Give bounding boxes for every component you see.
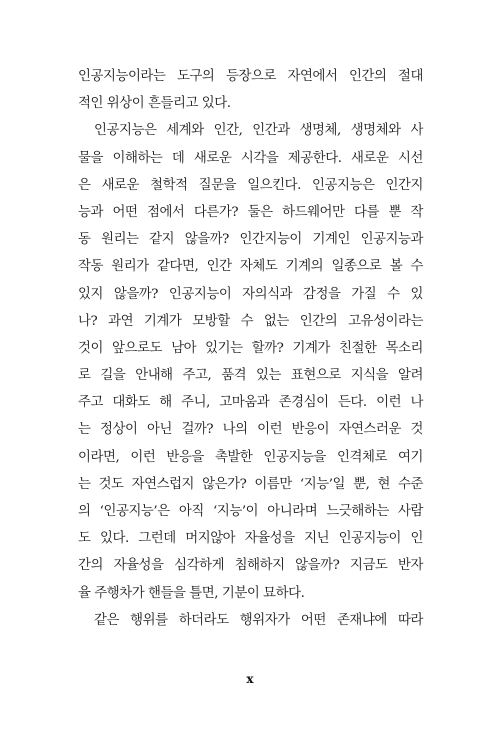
text-line: 로 길을 안내해 주고, 품격 있는 표현으로 지식을 알려 (78, 368, 423, 384)
text-line: 물을 이해하는 데 새로운 시각을 제공한다. 새로운 시선 (78, 150, 423, 166)
text-line: 작동 원리가 같다면, 인간 자체도 기계의 일종으로 볼 수 (78, 259, 423, 275)
body-text (78, 63, 423, 634)
text-line: 주고 대화도 해 주니, 고마움과 존경심이 든다. 이런 나 (78, 395, 423, 411)
text-line: 는 것도 자연스럽지 않은가? 이름만 ‘지능’일 뿐, 현 수준 (78, 476, 423, 492)
text-line: 의 ‘인공지능’은 아직 ‘지능’이 아니라며 느긋해하는 사람 (78, 504, 423, 519)
text-line: 같은 행위를 하더라도 행위자가 어떤 존재냐에 따라 (94, 612, 423, 628)
text-line: 간의 자율성을 심각하게 침해하지 않을까? 지금도 반자 (78, 558, 423, 574)
text-line: 인공지능은 세계와 인간, 인간과 생명체, 생명체와 사 (94, 123, 423, 139)
text-line: 동 원리는 같지 않을까? 인간지능이 기계인 인공지능과 (78, 232, 423, 248)
text-line: 인공지능이라는 도구의 등장으로 자연에서 인간의 절대 (78, 69, 423, 84)
text-line: 나? 과연 기계가 모방할 수 없는 인간의 고유성이라는 (78, 313, 423, 329)
page-number: x (246, 672, 254, 686)
text-line: 것이 앞으로도 남아 있기는 할까? 기계가 친절한 목소리 (78, 340, 423, 356)
text-line: 이라면, 이런 반응을 촉발한 인공지능을 인격체로 여기 (78, 449, 423, 465)
text-line: 은 새로운 철학적 질문을 일으킨다. 인공지능은 인간지 (78, 177, 423, 193)
text-line: 율 주행차가 핸들을 틀면, 기분이 묘하다. (78, 585, 305, 601)
text-line: 적인 위상이 흔들리고 있다. (78, 96, 231, 112)
text-line: 있지 않을까? 인공지능이 자의식과 감정을 가질 수 있 (78, 286, 423, 302)
text-line: 는 정상이 아닌 걸까? 나의 이런 반응이 자연스러운 것 (78, 422, 423, 438)
text-line: 능과 어떤 점에서 다른가? 둘은 하드웨어만 다를 뿐 작 (78, 204, 423, 220)
text-line: 도 있다. 그런데 머지않아 자율성을 지닌 인공지능이 인 (78, 531, 423, 547)
